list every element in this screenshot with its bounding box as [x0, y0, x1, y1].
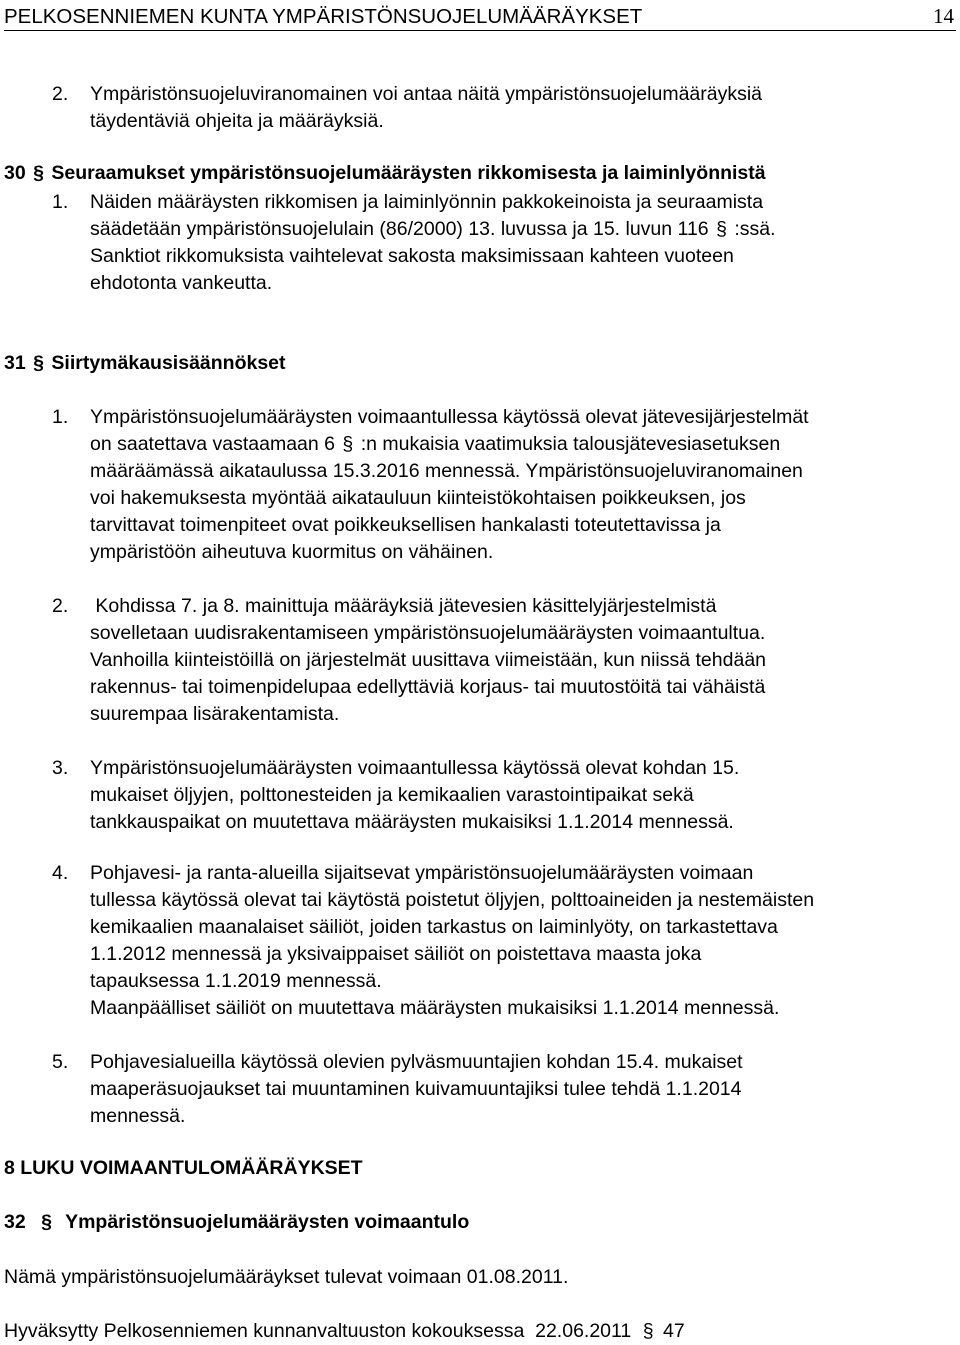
list-item-text: Ympäristönsuojelumääräysten voimaantullessa käytössä olevat kohdan 15. mukaiset öljyjen, polttonesteiden ja kemikaalien varastointipaikat sekä tankkauspaikat on muutettava määräysten mukaisiksi 1.1.2014 mennessä. [90, 757, 740, 833]
list-item-text: Ympäristönsuojeluviranomainen voi antaa näitä ympäristönsuojelumääräyksiä täydentäviä ohjeita ja määräyksiä. [90, 83, 763, 132]
list-number: 3. [52, 757, 69, 779]
page-header [4, 2, 956, 31]
section-sign: § [642, 1320, 654, 1342]
section-31-heading: 31 § Siirtymäkausisäännökset [4, 350, 286, 377]
list-item-text: Pohjavesialueilla käytössä olevien pylväsmuuntajien kohdan 15.4. mukaiset maaperäsuojaukset tai muuntaminen kuivamuuntajiksi tulee tehdä 1.1.2014 mennessä. [90, 1051, 743, 1127]
list-number: 2. [52, 83, 69, 105]
header-title: PELKOSENNIEMEN KUNTA YMPÄRISTÖNSUOJELUMÄÄRÄYKSET [4, 5, 643, 28]
section-sign: § [716, 218, 727, 240]
approval-line: Hyväksytty Pelkosenniemen kunnanvaltuuston kokouksessa 22.06.2011 § 47 [4, 1318, 685, 1345]
section-sign: § [33, 352, 44, 374]
section-32-heading: 32 § Ympäristönsuojelumääräysten voimaantulo [4, 1209, 469, 1236]
effective-date-text: Nämä ympäristönsuojelumääräykset tulevat voimaan 01.08.2011. [4, 1266, 569, 1288]
list-number: 1. [52, 191, 69, 213]
page-number: 14 [933, 4, 954, 28]
list-item-text: Pohjavesi- ja ranta-alueilla sijaitsevat ympäristönsuojelumääräysten voimaan tullessa käytössä olevat tai käytöstä poistetut öljyjen, polttoaineiden ja nestemäisten kemikaalien maanalaiset säiliöt, joiden tarkastus on laiminlyöty, on tarkastettava 1.1.2012 mennessä ja yksivaippaiset säiliöt on poistettava maasta joka tapauksessa 1.1.2019 mennessä. Maanpäälliset säiliöt on muutettava määräysten mukaisiksi 1.1.2014 mennessä. [90, 862, 815, 1019]
chapter-heading: 8 LUKU VOIMAANTULOMÄÄRÄYKSET [4, 1157, 363, 1179]
list-number: 2. [52, 595, 69, 617]
section-sign: § [342, 433, 354, 455]
list-item-text: Näiden määräysten rikkomisen ja laiminlyönnin pakkokeinoista ja seuraamista säädetään ympäristönsuojelulain (86/2000) 13. luvussa ja 15. luvun 116 § :ssä. Sanktiot rikkomuksista vaihtelevat sakosta maksimissaan kahteen vuoteen ehdotonta vankeutta. [90, 191, 776, 294]
list-item-text: Kohdissa 7. ja 8. mainittuja määräyksiä jätevesien käsittelyjärjestelmistä sovelletaan uudisrakentamiseen ympäristönsuojelumääräysten voimaantultua. Vanhoilla kiinteistöillä on järjestelmät uusittava viimeistään, kun niissä tehdään rakennus- tai toimenpidelupaa edellyttäviä korjaus- tai muutostöitä tai vähäistä suurempaa lisärakentamista. [90, 595, 767, 725]
list-number: 1. [52, 406, 69, 428]
section-sign: § [41, 1211, 52, 1233]
section-30-heading: 30 § Seuraamukset ympäristönsuojelumääräysten rikkomisesta ja laiminlyönnistä [4, 160, 766, 187]
list-number: 5. [52, 1051, 69, 1073]
list-item-text: Ympäristönsuojelumääräysten voimaantullessa käytössä olevat jätevesijärjestelmät on saatettava vastaamaan 6 § :n mukaisia vaatimuksia talousjätevesiasetuksen määräämässä aikataulussa 15.3.2016 mennessä. Ympäristönsuojeluviranomainen voi hakemuksesta myöntää aikatauluun kiinteistökohtaisen poikkeuksen, jos tarvittavat toimenpiteet ovat poikkeuksellisen hankalasti toteutettavissa ja ympäristöön aiheutuva kuormitus on vähäinen. [90, 406, 809, 563]
list-number: 4. [52, 862, 69, 884]
section-sign: § [33, 162, 44, 184]
